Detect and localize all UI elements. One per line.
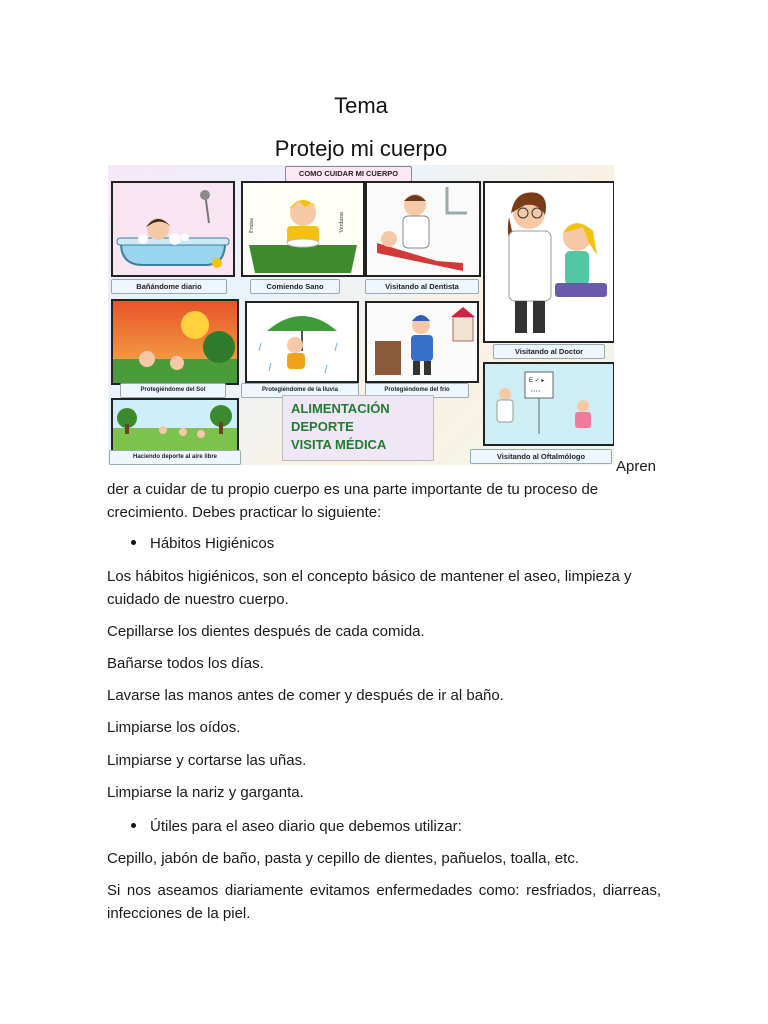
- health-banner: [282, 395, 434, 461]
- habit-line: Cepillarse los dientes después de cada comida.: [107, 623, 425, 640]
- ophthalmologist-illustration: [485, 364, 613, 444]
- tile-dentist: [365, 181, 481, 277]
- bullet-text: Hábitos Higiénicos: [150, 535, 275, 552]
- body-care-collage: [108, 165, 614, 465]
- plate-label-vegetables: Verduras: [339, 211, 345, 233]
- habit-line: Lavarse las manos antes de comer y después de ir al baño.: [107, 687, 504, 704]
- rain-illustration: [247, 303, 357, 381]
- bullet-hygiene-habits: [131, 532, 274, 555]
- habits-paragraph: Los hábitos higiénicos, son el concepto básico de mantener el aseo, limpieza y cuidado de nuestro cuerpo.: [107, 568, 632, 608]
- caption-bath: Bañándome diario: [111, 279, 227, 294]
- bullet-dot: [131, 823, 136, 828]
- final-paragraph: Si nos aseamos diariamente evitamos enfermedades como: resfriados, diarreas, infecciones de la piel.: [107, 882, 661, 922]
- caption-rain: Protegiéndome de la lluvia: [241, 383, 359, 398]
- bullet-cleaning-tools: [131, 815, 462, 838]
- doctor-illustration: [485, 183, 613, 341]
- habit-line: Bañarse todos los días.: [107, 655, 264, 672]
- tile-doctor: [483, 181, 614, 343]
- caption-ophthalmologist: Visitando al Oftalmólogo: [470, 449, 612, 464]
- tile-eating: [241, 181, 365, 277]
- intro-paragraph: der a cuidar de tu propio cuerpo es una parte importante de tu proceso de crecimiento. Debes practicar lo siguiente:: [107, 481, 599, 521]
- tile-bath: [111, 181, 235, 277]
- banner-line-food: ALIMENTACIÓN: [291, 401, 390, 416]
- collage-header: COMO CUIDAR MI CUERPO: [285, 166, 412, 182]
- plate-label-fruits: Frutas: [249, 218, 255, 233]
- caption-eating: Comiendo Sano: [250, 279, 340, 294]
- caption-doctor: Visitando al Doctor: [493, 344, 605, 359]
- page-title: Protejo mi cuerpo: [274, 136, 448, 161]
- sun-illustration: [113, 301, 237, 383]
- caption-dentist: Visitando al Dentista: [365, 279, 479, 294]
- intro-text-start: Apren: [616, 458, 657, 475]
- tile-outdoor: [111, 398, 239, 452]
- svg-text:E ✓ ▸: E ✓ ▸: [529, 378, 545, 384]
- caption-cold: Protegiéndome del frío: [365, 383, 469, 398]
- bath-illustration: [113, 183, 233, 275]
- tile-sun: [111, 299, 239, 385]
- page-heading-tema: Tema: [334, 93, 388, 118]
- svg-text:• • • •: • • • •: [531, 388, 540, 393]
- tile-cold: [365, 301, 479, 383]
- tile-rain: [245, 301, 359, 383]
- eating-illustration: [243, 183, 363, 275]
- habit-line: Limpiarse y cortarse las uñas.: [107, 752, 307, 769]
- habit-line: Limpiarse los oídos.: [107, 719, 241, 736]
- banner-line-sport: DEPORTE: [291, 419, 354, 434]
- dentist-illustration: [367, 183, 479, 275]
- bullet-text: Útiles para el aseo diario que debemos utilizar:: [150, 818, 462, 835]
- tile-ophthalmologist: [483, 362, 614, 446]
- habit-line: Limpiarse la nariz y garganta.: [107, 784, 304, 801]
- banner-line-medical: VISITA MÉDICA: [291, 437, 387, 452]
- bullet-dot: [131, 540, 136, 545]
- caption-sun: Protegiéndome del Sol: [120, 383, 226, 398]
- caption-outdoor: Haciendo deporte al aire libre: [109, 450, 241, 465]
- tools-paragraph: Cepillo, jabón de baño, pasta y cepillo de dientes, pañuelos, toalla, etc.: [107, 850, 579, 867]
- outdoor-illustration: [113, 400, 237, 450]
- cold-illustration: [367, 303, 477, 381]
